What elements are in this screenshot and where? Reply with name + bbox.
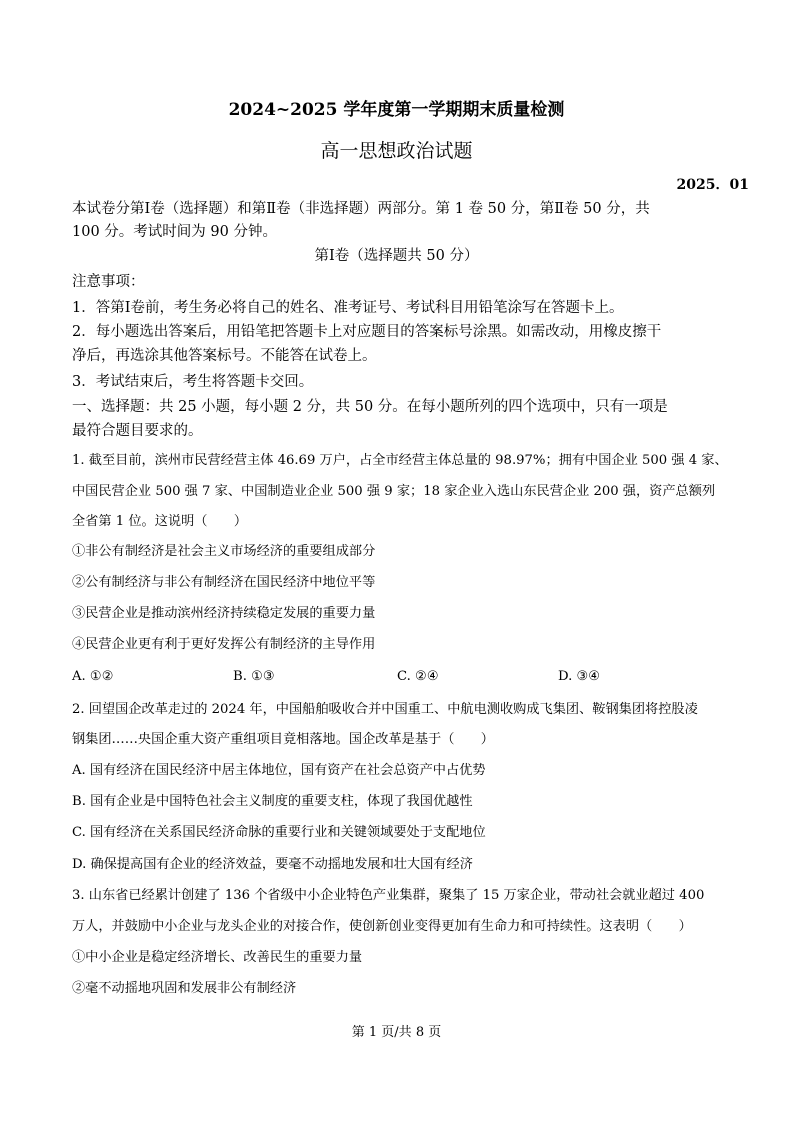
note-item-2-line-2: 净后，再选涂其他答案标号。不能答在试卷上。 [72, 348, 377, 364]
q3-stem-line-2: 万人，并鼓励中小企业与龙头企业的对接合作，使创新创业变得更加有生命力和可持续性。这表明（ ） [72, 919, 692, 934]
q1-statement-3: ③民营企业是推动滨州经济持续稳定发展的重要力量 [72, 606, 376, 621]
q2-option-d: D. 确保提高国有企业的经济效益，要毫不动摇地发展和壮大国有经济 [72, 857, 473, 872]
q1-stem-line-1: 1. 截至目前，滨州市民营经营主体 46.69 万户，占全市经营主体总量的 98.97%；拥有中国企业 500 强 4 家、 [72, 453, 728, 468]
q2-option-b: B. 国有企业是中国特色社会主义制度的重要支柱，体现了我国优越性 [72, 794, 473, 809]
q2-option-a: A. 国有经济在国民经济中居主体地位，国有资产在社会总资产中占优势 [72, 763, 486, 778]
note-item-1: 1．答第Ⅰ卷前，考生务必将自己的姓名、准考证号、考试科目用铅笔涂写在答题卡上。 [72, 300, 624, 316]
q2-stem-line-1: 2. 回望国企改革走过的 2024 年，中国船舶吸收合并中国重工、中航电测收购成飞集团、鞍钢集团将控股凌 [72, 702, 698, 717]
q2-stem-line-2: 钢集团……央国企重大资产重组项目竟相落地。国企改革是基于（ ） [72, 732, 494, 747]
q1-statement-2: ②公有制经济与非公有制经济在国民经济中地位平等 [72, 575, 376, 590]
q1-stem-line-3: 全省第 1 位。这说明（ ） [72, 514, 248, 529]
q1-option-c: C. ②④ [397, 669, 439, 684]
part-instructions-line-1: 一、选择题：共 25 小题，每小题 2 分，共 50 分。在每小题所列的四个选项中，只有一项是 [72, 399, 668, 415]
notes-heading: 注意事项： [72, 274, 145, 290]
section-heading: 第Ⅰ卷（选择题共 50 分） [314, 248, 479, 264]
q2-option-c: C. 国有经济在关系国民经济命脉的重要行业和关键领域要处于支配地位 [72, 825, 486, 840]
q1-option-a: A. ①② [72, 669, 114, 684]
intro-line-1: 本试卷分第Ⅰ卷（选择题）和第Ⅱ卷（非选择题）两部分。第 1 卷 50 分，第Ⅱ卷 50 分，共 [72, 201, 650, 217]
part-instructions-line-2: 最符合题目要求的。 [72, 423, 203, 439]
q1-statement-1: ①非公有制经济是社会主义市场经济的重要组成部分 [72, 544, 376, 559]
exam-title: 2024~2025 学年度第一学期期末质量检测 [228, 100, 565, 120]
note-item-2-line-1: 2．每小题选出答案后，用铅笔把答题卡上对应题目的答案标号涂黑。如需改动，用橡皮擦干 [72, 324, 662, 340]
q1-option-d: D. ③④ [558, 669, 601, 684]
note-item-3: 3．考试结束后，考生将答题卡交回。 [72, 374, 314, 390]
q3-statement-1: ①中小企业是稳定经济增长、改善民生的重要力量 [72, 950, 363, 965]
exam-date: 2025．01 [676, 177, 749, 193]
intro-line-2: 100 分。考试时间为 90 分钟。 [72, 224, 277, 240]
q1-statement-4: ④民营企业更有利于更好发挥公有制经济的主导作用 [72, 637, 376, 652]
q3-stem-line-1: 3. 山东省已经累计创建了 136 个省级中小企业特色产业集群，聚集了 15 万家企业，带动社会就业超过 400 [72, 888, 705, 903]
page-number: 第 1 页/共 8 页 [351, 1025, 442, 1040]
q1-stem-line-2: 中国民营企业 500 强 7 家、中国制造业企业 500 强 9 家；18 家企业入选山东民营企业 200 强，资产总额列 [72, 484, 716, 499]
exam-subtitle: 高一思想政治试题 [320, 140, 473, 162]
q3-statement-2: ②毫不动摇地巩固和发展非公有制经济 [72, 981, 297, 996]
q1-option-b: B. ①③ [233, 669, 275, 684]
